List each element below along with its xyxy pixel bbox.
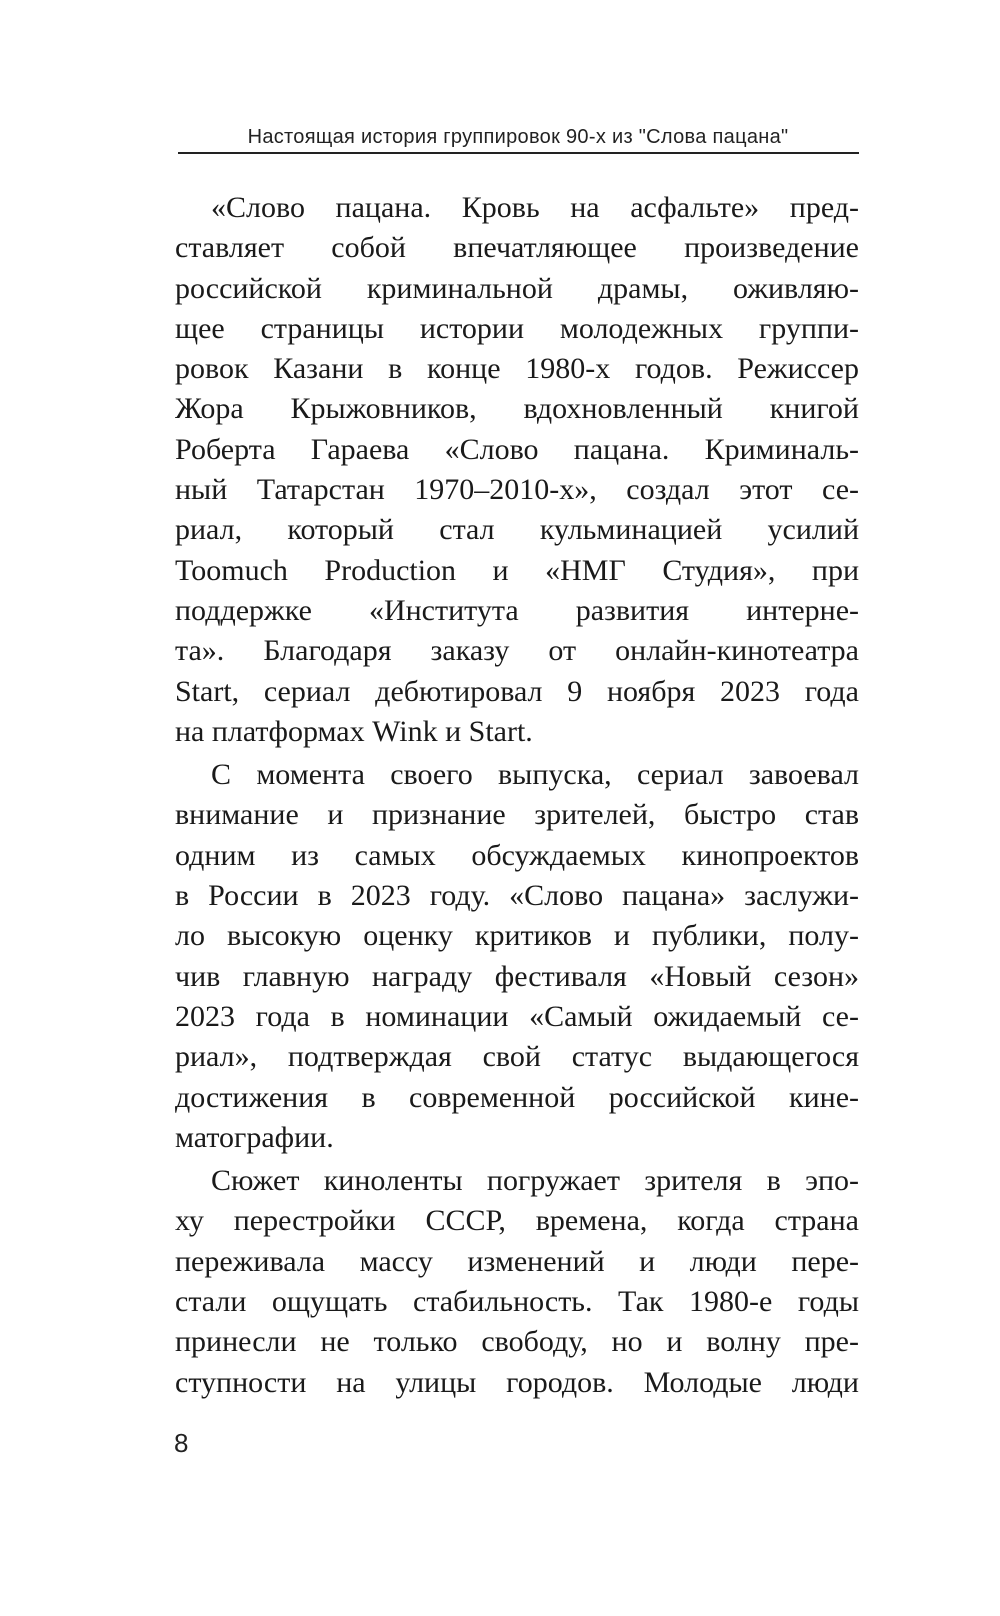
text-line: чив главную награду фестиваля «Новый сезон» xyxy=(175,959,859,993)
text-line: «Слово пацана. Кровь на асфальте» пред- xyxy=(211,191,859,224)
paragraph-2 xyxy=(175,755,859,1158)
text-line: риал, который стал кульминацией усилий xyxy=(175,513,859,547)
body-text xyxy=(175,188,859,1406)
text-line: ставляет собой впечатляющее произведение xyxy=(175,231,859,265)
text-line: та». Благодаря заказу от онлайн-кинотеатра xyxy=(175,634,859,668)
paragraph-3 xyxy=(175,1161,859,1403)
text-line: Start, сериал дебютировал 9 ноября 2023 года xyxy=(175,674,859,708)
text-line: Сюжет киноленты погружает зрителя в эпо- xyxy=(211,1164,859,1198)
text-line: матографии. xyxy=(175,1120,334,1154)
text-line: в России в 2023 году. «Слово пацана» заслужи- xyxy=(175,879,859,913)
running-header: Настоящая история группировок 90-х из "Слова пацана" xyxy=(247,126,789,148)
text-line: поддержке «Института развития интерне- xyxy=(175,593,859,627)
text-line: внимание и признание зрителей, быстро став xyxy=(175,798,859,832)
text-line: Роберта Гараева «Слово пацана. Криминаль- xyxy=(175,432,859,466)
text-line: Toomuch Production и «НМГ Студия», при xyxy=(175,553,859,587)
text-line: 2023 года в номинации «Самый ожидаемый се- xyxy=(175,999,859,1033)
text-line: принесли не только свободу, но и волну пре- xyxy=(175,1325,859,1359)
text-line: щее страницы истории молодежных группи- xyxy=(175,311,859,345)
text-line: достижения в современной российской кине- xyxy=(175,1080,859,1114)
header-rule xyxy=(178,152,859,154)
text-line: риал», подтверждая свой статус выдающегося xyxy=(175,1040,859,1074)
text-line: ный Татарстан 1970–2010-х», создал этот се- xyxy=(175,473,859,507)
text-line: российской криминальной драмы, оживляю- xyxy=(175,271,859,305)
text-line: ху перестройки СССР, времена, когда страна xyxy=(175,1204,859,1238)
paragraph-1 xyxy=(175,188,859,752)
page-number: 8 xyxy=(174,1428,189,1458)
text-line: стали ощущать стабильность. Так 1980-е годы xyxy=(175,1285,859,1319)
text-line: ровок Казани в конце 1980-х годов. Режиссер xyxy=(175,352,859,386)
text-line: Жора Крыжовников, вдохновленный книгой xyxy=(175,392,859,426)
text-line: ступности на улицы городов. Молодые люди xyxy=(175,1365,859,1399)
text-line: переживала массу изменений и люди пере- xyxy=(175,1244,859,1278)
text-line: одним из самых обсуждаемых кинопроектов xyxy=(175,838,859,872)
text-line: на платформах Wink и Start. xyxy=(175,714,533,748)
text-line: С момента своего выпуска, сериал завоевал xyxy=(211,758,859,792)
text-line: ло высокую оценку критиков и публики, полу- xyxy=(175,919,859,953)
